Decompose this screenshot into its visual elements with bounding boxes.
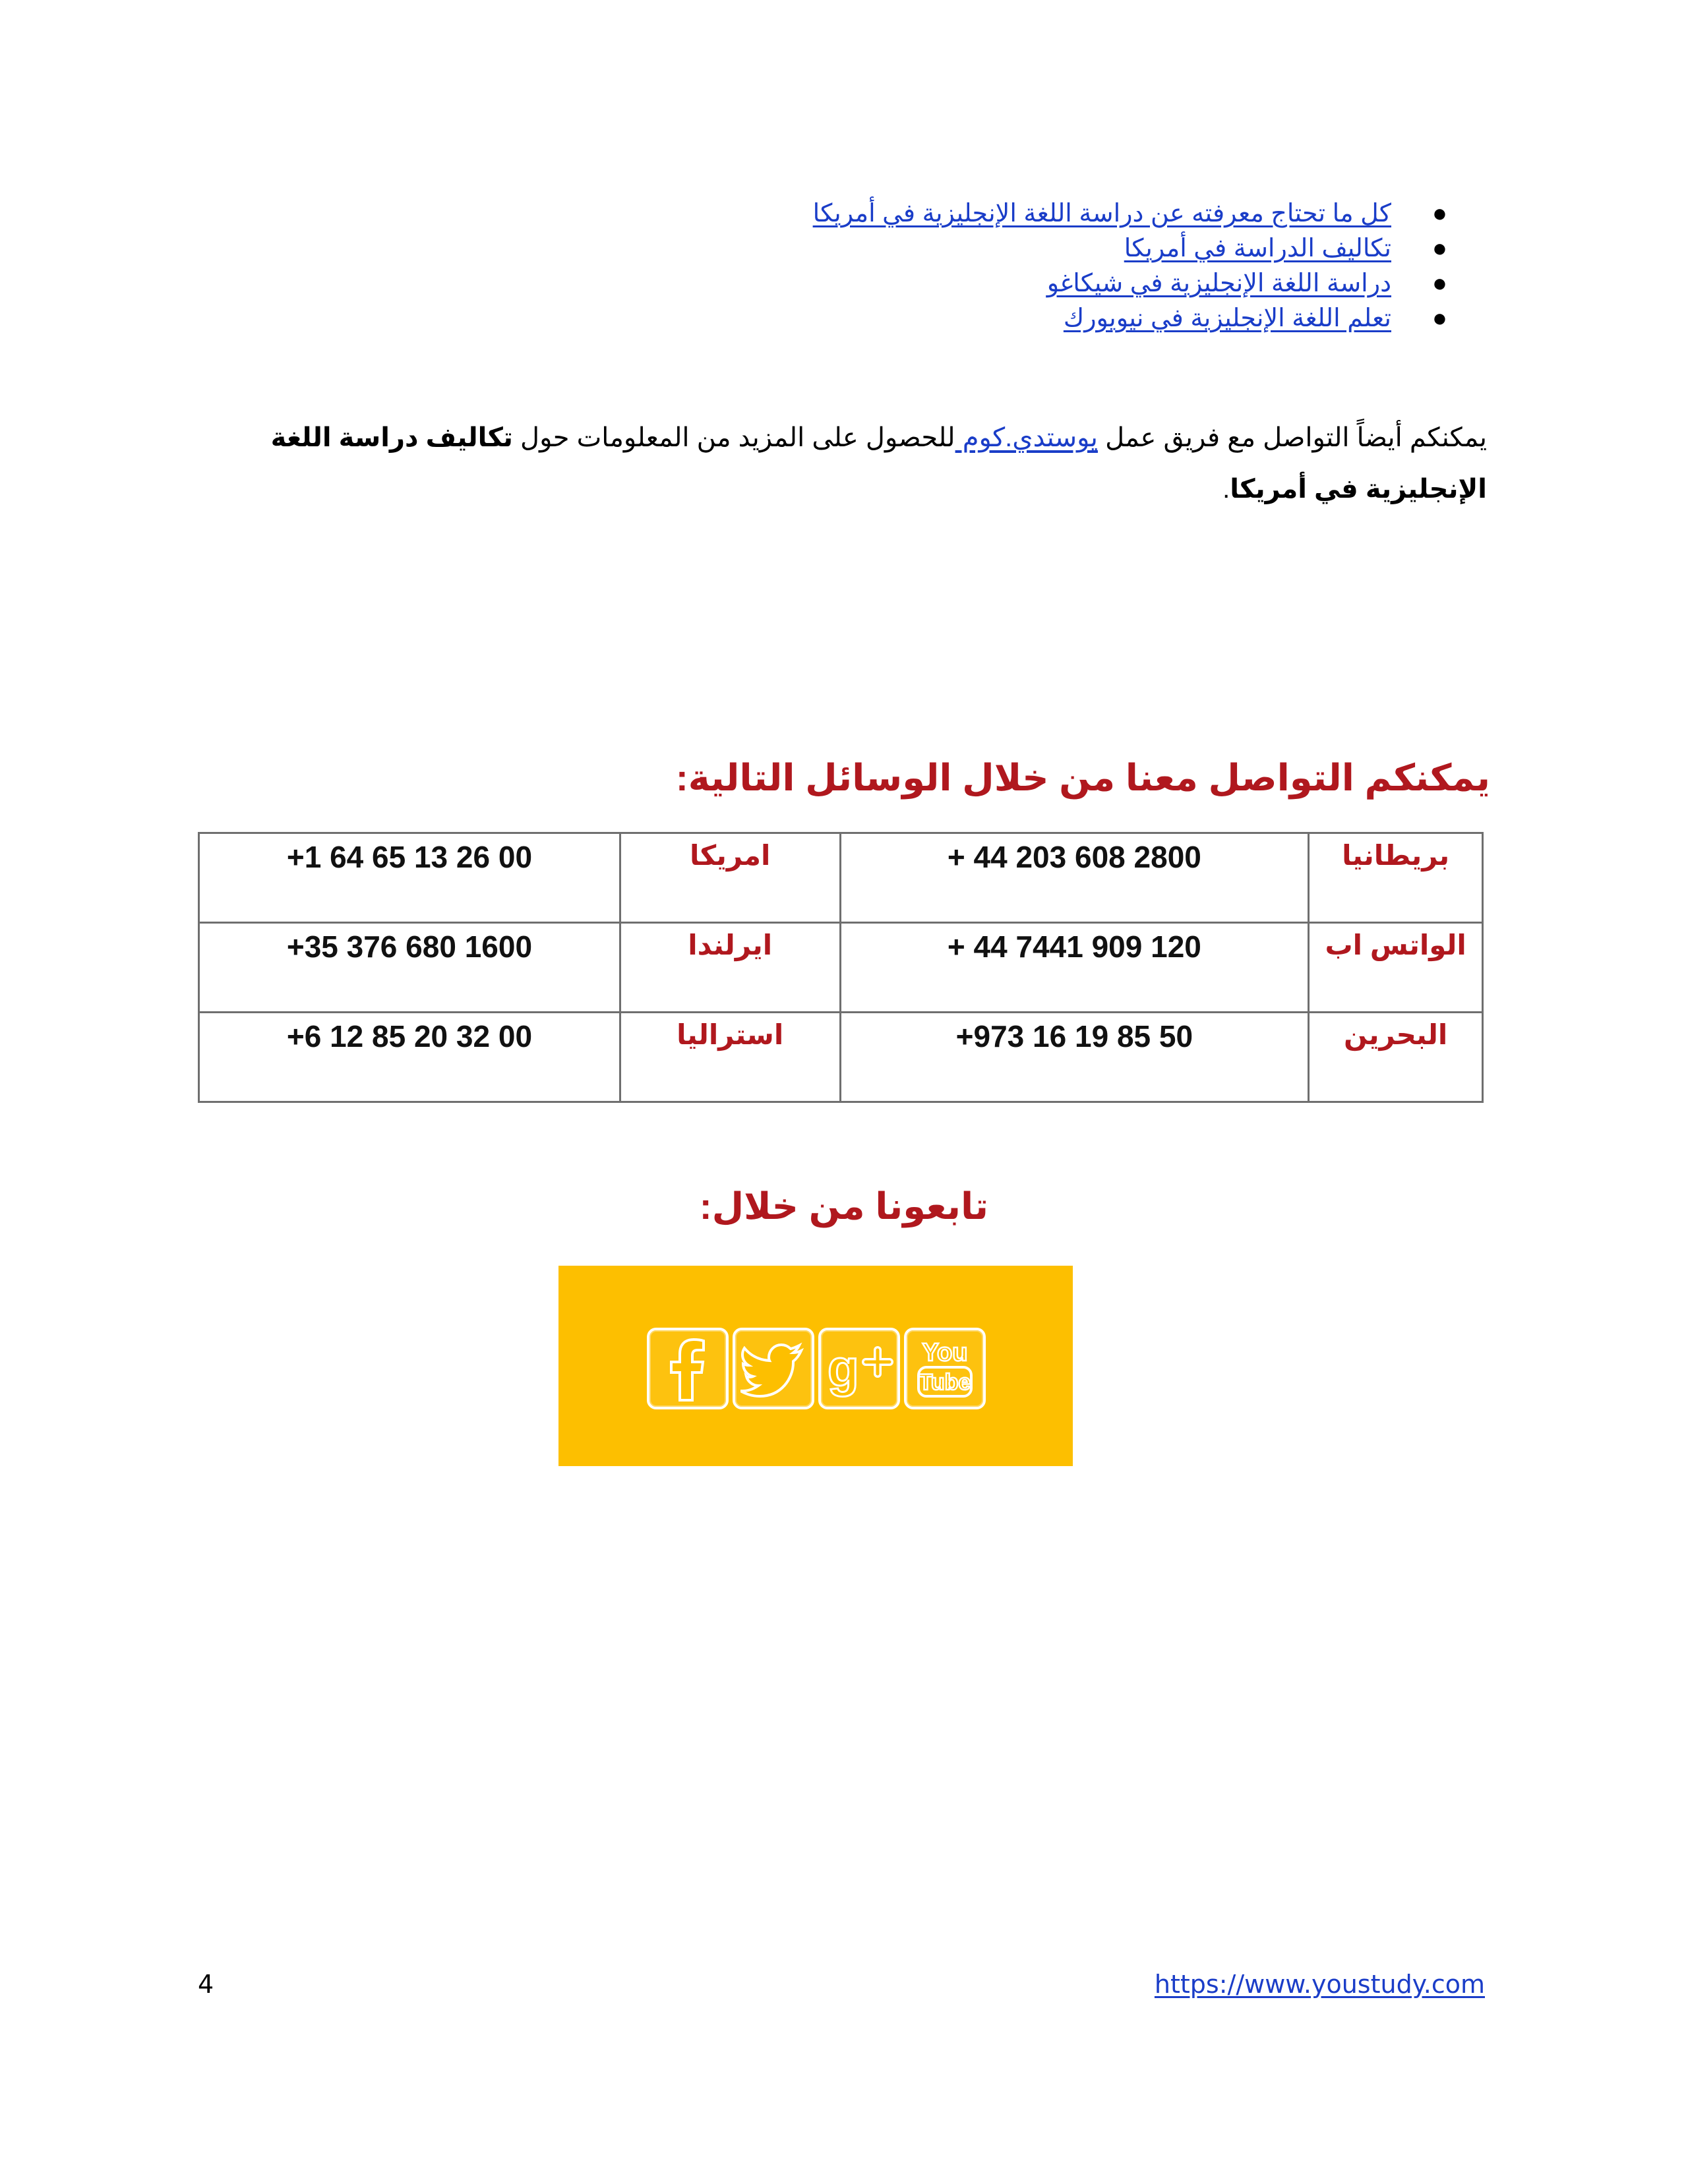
country-cell: الواتس اب: [1309, 923, 1483, 1013]
phone-cell: +6 12 85 20 32 00: [199, 1013, 620, 1102]
youstudy-link[interactable]: يوستدي.كوم: [955, 423, 1098, 452]
phone-cell: + 44 7441 909 120: [840, 923, 1309, 1013]
country-cell: امريكا: [620, 833, 840, 923]
paragraph-text: يمكنكم أيضاً التواصل مع فريق عمل: [1097, 423, 1487, 452]
table-row: [199, 923, 1483, 1013]
list-item: [270, 231, 1447, 266]
related-link[interactable]: كل ما تحتاج معرفته عن دراسة اللغة الإنجليزية في أمريكا: [812, 200, 1391, 227]
phone-cell: +1 64 65 13 26 00: [199, 833, 620, 923]
youtube-label-bottom: Tube: [919, 1370, 971, 1395]
youtube-label-top: You: [922, 1339, 968, 1367]
social-icons: [647, 1328, 986, 1409]
phone-cell: +973 16 19 85 50: [840, 1013, 1309, 1102]
contact-heading: يمكنكم التواصل معنا من خلال الوسائل التالية:: [675, 757, 1490, 798]
facebook-icon[interactable]: [647, 1328, 729, 1409]
related-link[interactable]: تعلم اللغة الإنجليزية في نيويورك: [1063, 305, 1391, 332]
youtube-icon[interactable]: [904, 1328, 986, 1409]
bullet-icon: ●: [1432, 200, 1447, 227]
table-row: [199, 833, 1483, 923]
related-link[interactable]: تكاليف الدراسة في أمريكا: [1124, 235, 1391, 262]
phone-cell: +35 376 680 1600: [199, 923, 620, 1013]
country-cell: استراليا: [620, 1013, 840, 1102]
list-item: [270, 301, 1447, 336]
country-cell: البحرين: [1309, 1013, 1483, 1102]
bullet-icon: ●: [1432, 305, 1447, 332]
related-links-list: [270, 196, 1447, 336]
paragraph-text: للحصول على المزيد من المعلومات حول: [512, 423, 955, 452]
related-link[interactable]: دراسة اللغة الإنجليزية في شيكاغو: [1046, 270, 1391, 297]
contact-paragraph: [211, 412, 1487, 515]
table-row: [199, 1013, 1483, 1102]
list-item: [270, 196, 1447, 231]
contact-table: [198, 832, 1484, 1103]
page-number: 4: [198, 1970, 214, 1999]
follow-heading: تابعونا من خلال:: [699, 1185, 989, 1227]
footer-url-link[interactable]: https://www.youstudy.com: [1154, 1970, 1485, 1999]
svg-text:g: g: [828, 1339, 859, 1397]
list-item: [270, 266, 1447, 301]
social-banner: [558, 1266, 1073, 1466]
country-cell: بريطانيا: [1309, 833, 1483, 923]
twitter-icon[interactable]: [733, 1328, 814, 1409]
bullet-icon: ●: [1432, 270, 1447, 297]
bullet-icon: ●: [1432, 235, 1447, 262]
country-cell: ايرلندا: [620, 923, 840, 1013]
paragraph-text: .: [1222, 475, 1230, 504]
paragraph-bold-text: تكاليف دراسة اللغة الإنجليزية في أمريكا: [270, 423, 1487, 504]
phone-cell: + 44 203 608 2800: [840, 833, 1309, 923]
google-plus-icon[interactable]: [818, 1328, 900, 1409]
